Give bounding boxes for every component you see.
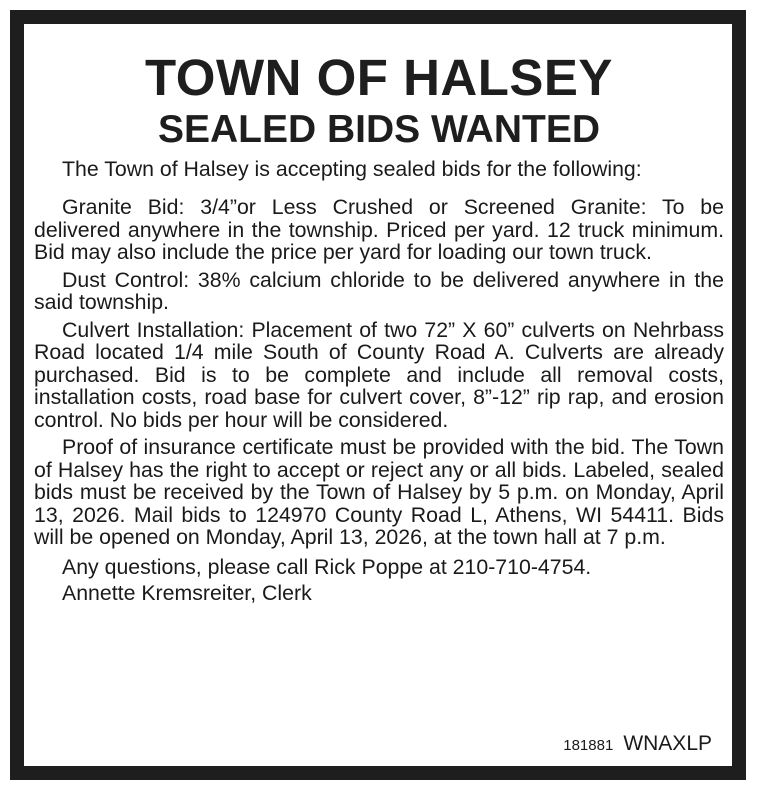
questions-contact: Any questions, please call Rick Poppe at 210-710-4754.: [62, 554, 592, 579]
notice-title: TOWN OF HALSEY: [145, 49, 613, 106]
paragraph-culvert-installation: Culvert Installation: Placement of two 72” X 60” culverts on Nehrbass Road located 1/4 mile South of County Road A. Culverts are already purchased. Bid is to be complete and include all removal costs, installation costs, road base for culvert cover, 8”-12” rip rap, and erosion control. No bids per hour will be considered.: [34, 317, 724, 432]
notice-border: [10, 10, 746, 780]
intro-text: The Town of Halsey is accepting sealed bids for the following:: [62, 157, 642, 181]
ad-number: 181881: [563, 737, 614, 754]
clerk-signature: Annette Kremsreiter, Clerk: [62, 580, 312, 605]
notice-body: [34, 28, 724, 766]
paragraph-dust-control: Dust Control: 38% calcium chloride to be delivered anywhere in the said township.: [34, 267, 724, 314]
ad-footer: [563, 732, 712, 756]
ad-code: WNAXLP: [623, 732, 712, 755]
notice-subtitle: SEALED BIDS WANTED: [157, 108, 601, 151]
paragraph-granite-bid: Granite Bid: 3/4”or Less Crushed or Screened Granite: To be delivered anywhere in the township. Priced per yard. 12 truck minimum. Bid may also include the price per yard for loading our town truck.: [34, 195, 724, 264]
paragraph-insurance-and-deadline: Proof of insurance certificate must be provided with the bid. The Town of Halsey has the right to accept or reject any or all bids. Labeled, sealed bids must be received by the Town of Halsey by 5 p.m. on Monday, April 13, 2026. Mail bids to 124970 County Road L, Athens, WI 54411. Bids will be opened on Monday, April 13, 2026, at the town hall at 7 p.m.: [34, 435, 724, 549]
